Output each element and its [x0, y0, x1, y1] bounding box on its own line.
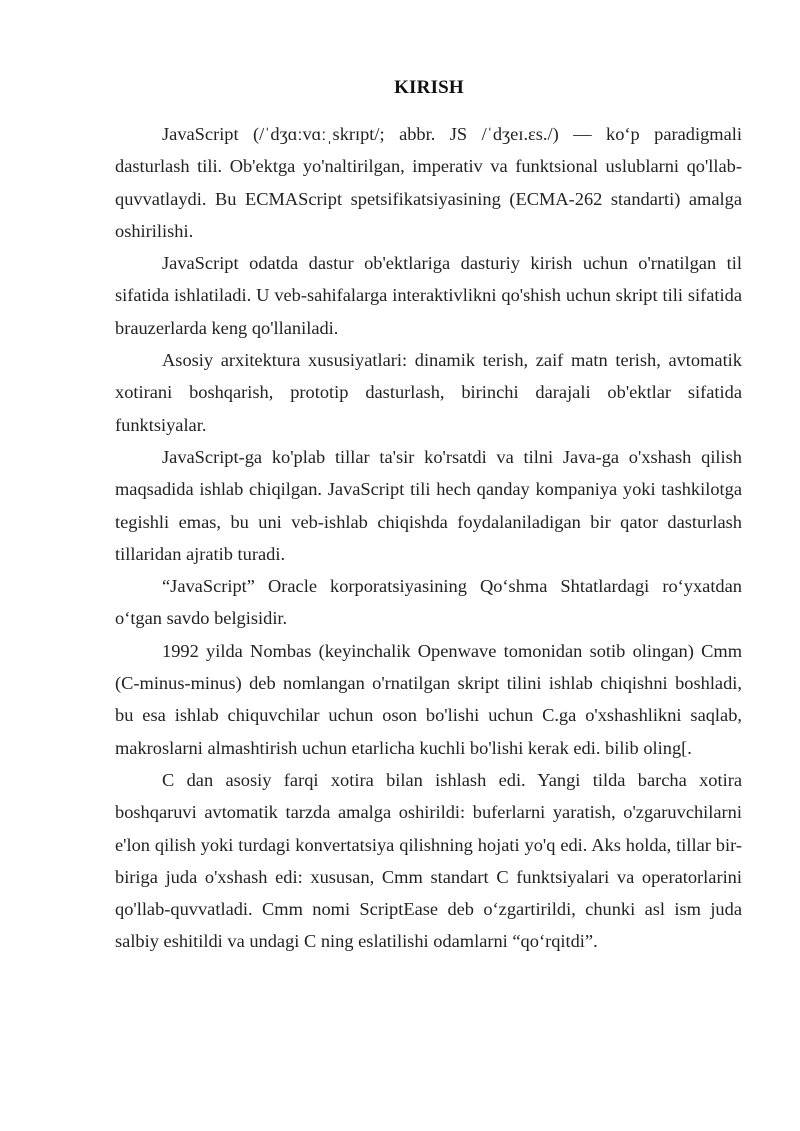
page-title: KIRISH [394, 77, 464, 98]
paragraph: C dan asosiy farqi xotira bilan ishlash edi. Yangi tilda barcha xotira boshqaruvi avtomatik tarzda amalga oshirildi: buferlarni yaratish, o'zgaruvchilarni e'lon qilish yoki turdagi konvertatsiya qilishning hojati yo'q edi. Aks holda, tillar bir-biriga juda o'xshash edi: xususan, Cmm standart C funktsiyalari va operatorlarini qo'llab-quvvatladi. Cmm nomi ScriptEase deb o‘zgartirildi, chunki asl ism juda salbiy eshitildi va undagi C ning eslatilishi odamlarni “qo‘rqitdi”. [115, 769, 742, 952]
paragraph: JavaScript odatda dastur ob'ektlariga dasturiy kirish uchun o'rnatilgan til sifatida ishlatiladi. U veb-sahifalarga interaktivlikni qo'shish uchun skript tili sifatida brauzerlarda keng qo'llaniladi. [115, 253, 742, 338]
paragraph: “JavaScript” Oracle korporatsiyasining Qo‘shma Shtatlardagi ro‘yxatdan o‘tgan savdo belgisidir. [115, 576, 742, 629]
paragraph: JavaScript (/ˈdʒɑːvɑːˌskrɪpt/; abbr. JS /ˈdʒeɪ.ɛs./) — ko‘p paradigmali dasturlash tili. Ob'ektga yo'naltirilgan, imperativ va funktsional uslublarni qo'llab-quvvatlaydi. Bu ECMAScript spetsifikatsiyasining (ECMA-262 standarti) amalga oshirilishi. [115, 124, 742, 241]
paragraph: 1992 yilda Nombas (keyinchalik Openwave tomonidan sotib olingan) Cmm (C-minus-minus) deb nomlangan o'rnatilgan skript tilini ishlab chiqishni boshladi, bu esa ishlab chiquvchilar uchun oson bo'lishi uchun C.ga o'xshashlikni saqlab, makroslarni almashtirish uchun etarlicha kuchli bo'lishi kerak edi. bilib oling[. [115, 640, 742, 758]
paragraph: JavaScript-ga ko'plab tillar ta'sir ko'rsatdi va tilni Java-ga o'xshash qilish maqsadida ishlab chiqilgan. JavaScript tili hech qanday kompaniya yoki tashkilotga tegishli emas, bu uni veb-ishlab chiqishda foydalaniladigan bir qator dasturlash tillaridan ajratib turadi. [115, 446, 742, 564]
document-body [115, 118, 742, 958]
paragraph: Asosiy arxitektura xususiyatlari: dinamik terish, zaif matn terish, avtomatik xotirani boshqarish, prototip dasturlash, birinchi darajali ob'ektlar sifatida funktsiyalar. [115, 350, 742, 435]
